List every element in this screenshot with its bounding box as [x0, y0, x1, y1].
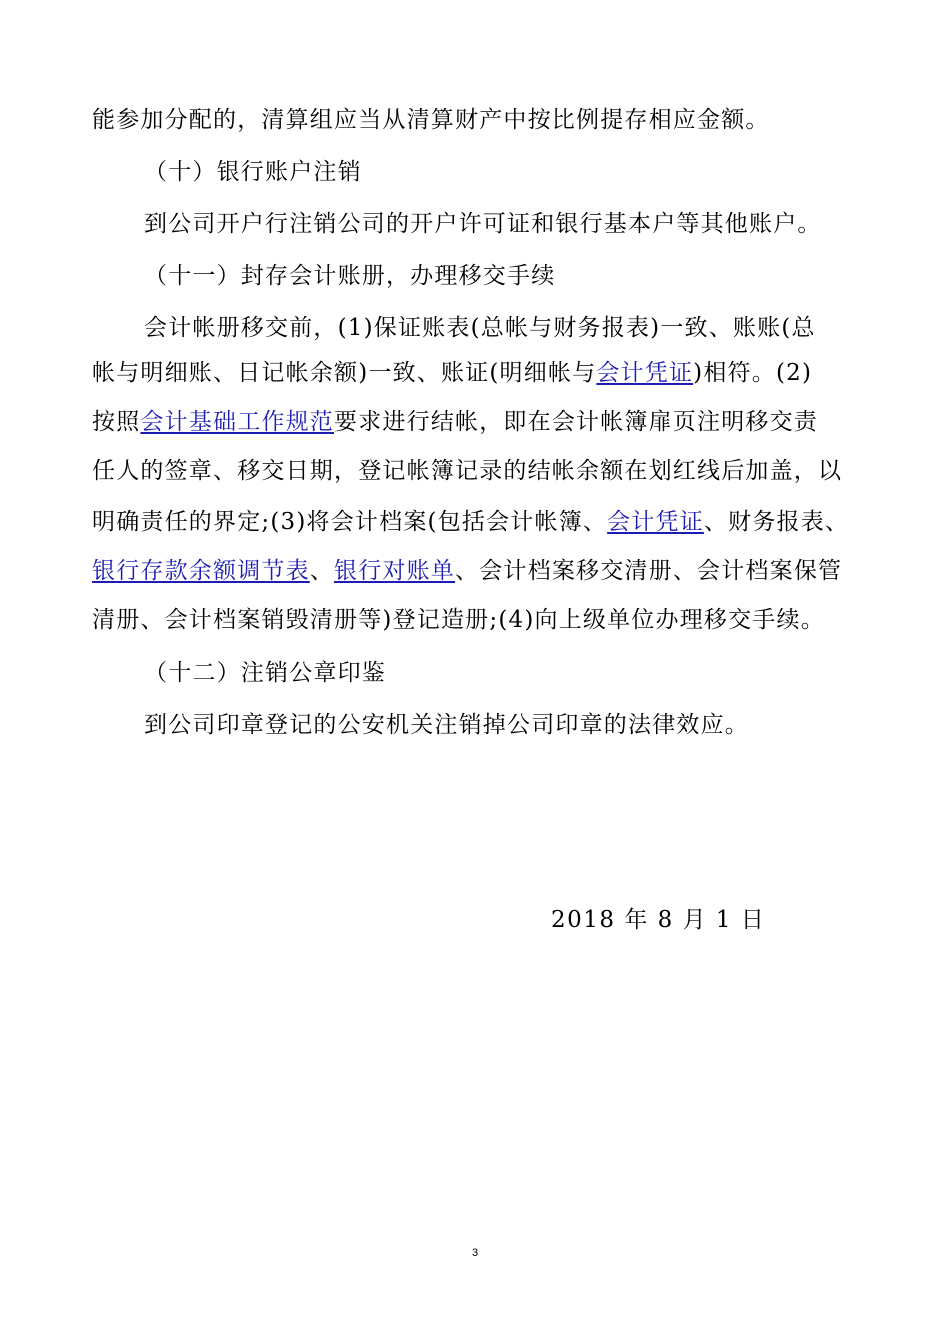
paragraph-line-11	[92, 606, 882, 634]
link-accounting-voucher[interactable]: 会计凭证	[607, 509, 704, 535]
paragraph-line-6	[92, 359, 882, 387]
paragraph-line-9	[92, 508, 882, 536]
text-run: 、	[309, 558, 335, 584]
text-run: （十）银行账户注销	[144, 159, 362, 185]
text-run: 要求进行结帐，即在会计帐簿扉页注明移交责	[334, 409, 819, 435]
section-heading-ten	[144, 158, 934, 186]
link-accounting-voucher[interactable]: 会计凭证	[596, 360, 694, 386]
link-bank-statement[interactable]: 银行对账单	[334, 558, 456, 584]
page-number: 3	[471, 1247, 479, 1259]
text-run: 任人的签章、移交日期，登记帐簿记录的结帐余额在划红线后加盖，以	[92, 458, 843, 484]
text-run: 能参加分配的，清算组应当从清算财产中按比例提存相应金额。	[92, 107, 770, 133]
text-run: （十二）注销公章印鉴	[144, 660, 386, 686]
paragraph-line-7	[92, 408, 882, 436]
link-bank-reconciliation-statement[interactable]: 银行存款余额调节表	[92, 558, 310, 584]
paragraph-line-10	[92, 557, 882, 585]
text-run: 到公司开户行注销公司的开户许可证和银行基本户等其他账户。	[144, 211, 822, 237]
section-heading-eleven	[144, 262, 934, 290]
text-run: 会计帐册移交前，(1)保证账表(总帐与财务报表)一致、账账(总	[144, 315, 816, 341]
paragraph-line-5	[144, 314, 934, 342]
paragraph-line-13	[144, 711, 934, 739]
paragraph-line-8	[92, 457, 882, 485]
text-run: 、会计档案移交清册、会计档案保管	[455, 558, 843, 584]
link-accounting-basic-work-norms[interactable]: 会计基础工作规范	[140, 409, 335, 435]
text-run: 按照	[92, 409, 141, 435]
paragraph-line-3	[144, 210, 934, 238]
section-heading-twelve	[144, 659, 934, 687]
text-run: 帐与明细账、日记帐余额)一致、账证(明细帐与	[92, 360, 597, 386]
text-run: 、财务报表、	[703, 509, 850, 535]
document-date: 2018 年 8 月 1 日	[551, 907, 766, 933]
text-run: 明确责任的界定;(3)将会计档案(包括会计帐簿、	[92, 509, 608, 535]
text-run: 清册、会计档案销毁清册等)登记造册;(4)向上级单位办理移交手续。	[92, 607, 825, 633]
paragraph-line-1	[92, 106, 882, 134]
text-run: 到公司印章登记的公安机关注销掉公司印章的法律效应。	[144, 712, 749, 738]
text-run: （十一）封存会计账册，办理移交手续	[144, 263, 556, 289]
text-run: )相符。(2)	[693, 360, 813, 386]
